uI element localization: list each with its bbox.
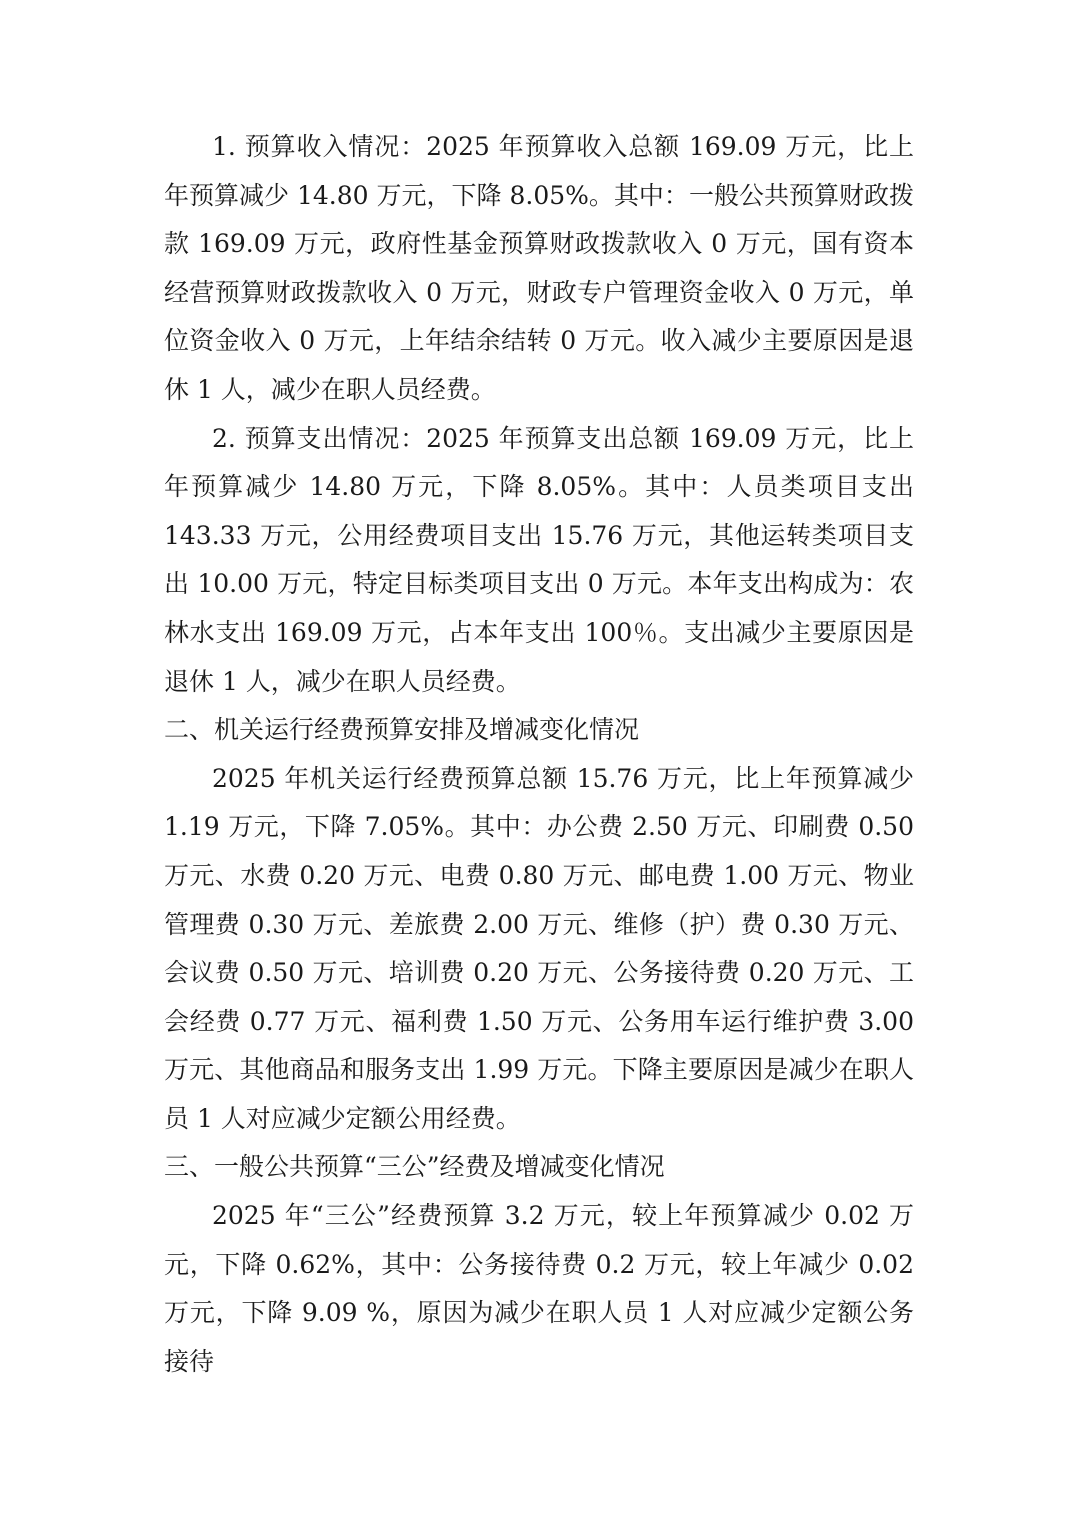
document-page: [164, 123, 914, 1386]
three-public-paragraph: 2025 年“三公”经费预算 3.2 万元，较上年预算减少 0.02 万元，下降 0.62%，其中：公务接待费 0.2 万元，较上年减少 0.02 万元，下降 9.09 %，原因为减少在职人员 1 人对应减少定额公务接待: [164, 1201, 914, 1376]
expenditure-paragraph: 2. 预算支出情况：2025 年预算支出总额 169.09 万元，比上年预算减少 14.80 万元，下降 8.05%。其中：人员类项目支出 143.33 万元，公用经费项目支出 15.76 万元，其他运转类项目支出 10.00 万元，特定目标类项目支出 0 万元。本年支出构成为：农林水支出 169.09 万元，占本年支出 100％。支出减少主要原因是退休 1 人，减少在职人员经费。: [164, 423, 914, 696]
operating-expenses-paragraph: 2025 年机关运行经费预算总额 15.76 万元，比上年预算减少 1.19 万元，下降 7.05%。其中：办公费 2.50 万元、印刷费 0.50 万元、水费 0.20 万元、电费 0.80 万元、邮电费 1.00 万元、物业管理费 0.30 万元、差旅费 2.00 万元、维修（护）费 0.30 万元、会议费 0.50 万元、培训费 0.20 万元、公务接待费 0.20 万元、工会经费 0.77 万元、福利费 1.50 万元、公务用车运行维护费 3.00 万元、其他商品和服务支出 1.99 万元。下降主要原因是减少在职人员 1 人对应减少定额公用经费。: [164, 763, 914, 1133]
revenue-paragraph: 1. 预算收入情况：2025 年预算收入总额 169.09 万元，比上年预算减少 14.80 万元，下降 8.05%。其中：一般公共预算财政拨款 169.09 万元，政府性基金预算财政拨款收入 0 万元，国有资本经营预算财政拨款收入 0 万元，财政专户管理资金收入 0 万元，单位资金收入 0 万元，上年结余结转 0 万元。收入减少主要原因是退休 1 人，减少在职人员经费。: [164, 132, 914, 404]
section-heading-operating-expenses: 二、机关运行经费预算安排及增减变化情况: [164, 715, 640, 745]
section-heading-three-public: 三、一般公共预算“三公”经费及增减变化情况: [164, 1152, 665, 1182]
